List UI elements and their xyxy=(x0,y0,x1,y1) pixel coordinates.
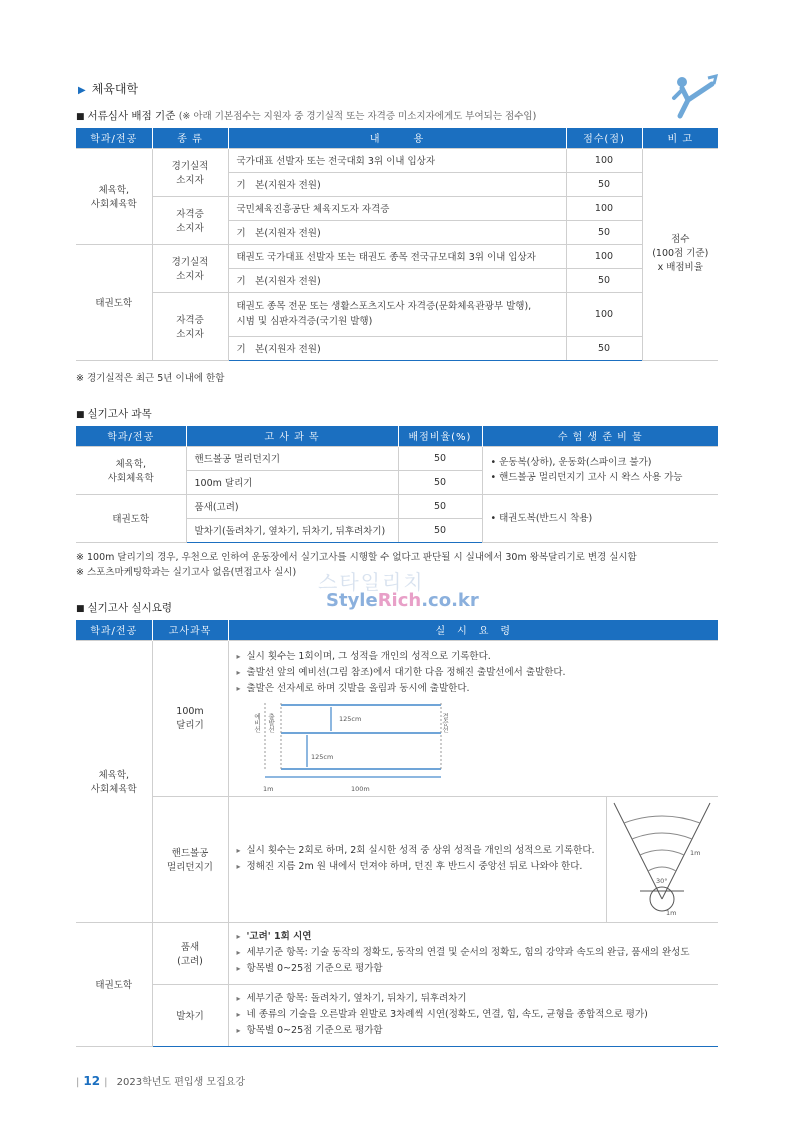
ratio-cell: 50 xyxy=(398,494,482,518)
distance-label: 100m xyxy=(350,784,370,793)
content-cell: 태권도 국가대표 선발자 또는 태권도 종목 전국규모대회 3위 이내 입상자 xyxy=(228,244,566,268)
ratio-cell: 50 xyxy=(398,446,482,470)
sec2-title: ■ 실기고사 과목 xyxy=(76,408,152,420)
score-cell: 100 xyxy=(566,196,642,220)
start-line-label: 출발선 xyxy=(266,712,275,732)
page-footer: | 12 | 2023학년도 편입생 모집요강 xyxy=(76,1074,246,1088)
gap-label: 1m xyxy=(262,784,273,793)
score-cell: 50 xyxy=(566,268,642,292)
subject-cell: 100m 달리기 xyxy=(186,470,398,494)
taekwondo-kick-icon xyxy=(668,72,720,124)
content-cell: 태권도 종목 전문 또는 생활스포츠지도사 자격증(문화체육관광부 발행), 시범 및 심판자격증(국기원 발행) xyxy=(228,292,566,336)
ratio-cell: 50 xyxy=(398,518,482,542)
run-procedure: ▸ 실시 횟수는 1회이며, 그 성적을 개인의 성적으로 기록한다. ▸ 출발선 앞의 예비선(그림 참조)에서 대기한 다음 정해진 출발선에서 출발한다. ▸ 출발은 선자세로 하며 깃발을 올림과 동시에 출발한다. 예비선 출발선 결승선 125cm 125cm 1m 100m xyxy=(228,640,718,796)
ratio-cell: 50 xyxy=(398,470,482,494)
dept-cell: 태권도학 xyxy=(76,922,152,1046)
throwing-area-diagram xyxy=(610,799,714,917)
subject-cell: 발차기(돌려차기, 옆차기, 뒤차기, 뒤후려차기) xyxy=(186,518,398,542)
dept-cell: 태권도학 xyxy=(76,494,186,542)
section-title: ▶ 체육대학 xyxy=(78,82,139,96)
dept-cell: 태권도학 xyxy=(76,244,152,360)
subject-cell: 핸드볼공 멀리던지기 xyxy=(186,446,398,470)
sec1-title: ■ 서류심사 배점 기준 (※ 아래 기본점수는 지원자 중 경기실적 또는 자격증 미소지자에게도 부여되는 점수임) xyxy=(76,110,537,122)
type-cell: 경기실적 소지자 xyxy=(152,244,228,292)
page-number: 12 xyxy=(83,1074,101,1088)
subject-cell: 발차기 xyxy=(152,984,228,1046)
score-cell: 100 xyxy=(566,244,642,268)
lane1-label: 125cm xyxy=(338,714,361,723)
remark-cell: 점수 (100점 기준) x 배점비율 xyxy=(642,148,718,360)
prep-cell: • 운동복(상하), 운동화(스파이크 불가) • 핸드볼공 멀리던지기 고사 시 왁스 사용 가능 xyxy=(482,446,718,494)
dept-cell: 체육학, 사회체육학 xyxy=(76,148,152,244)
running-track-diagram xyxy=(252,701,455,793)
type-cell: 경기실적 소지자 xyxy=(152,148,228,196)
poomsae-procedure: ▸ '고려' 1회 시연 ▸ 세부기준 항목: 기술 동작의 정확도, 동작의 연결 및 순서의 정확도, 힘의 강약과 속도의 완급, 품새의 완성도 ▸ 항목별 0~25점 기준으로 평가함 xyxy=(228,922,718,984)
throw-radius-label: 1m xyxy=(690,848,701,857)
subject-cell: 품새(고려) xyxy=(186,494,398,518)
triangle-icon: ▶ xyxy=(78,85,86,96)
content-cell: 기 본(지원자 전원) xyxy=(228,172,566,196)
score-cell: 100 xyxy=(566,148,642,172)
screening-table: 학과/전공 종 류 내 용 점수(점) 비 고 체육학, 사회체육학 경기실적 소지자 국가대표 선발자 또는 전국대회 3위 이내 입상자 100 점수 (100점 기준) x 배점비율 기 본(지원자 전원) 50 자격증 소지자 국민체육진흥공단 체육지도자 자격증 100 기 본(지원자 전원) 50 태권도학 경기실적 소지자 태권도 국가대표 선발자 또는 태권도 종목 전국규모대회 3위 이내 입상자 100 기 본(지원자 전원) 50 자격증 소지자 태권도 종목 전문 또는 생활스포츠지도사 자격증(문화체육관광부 발행), 시범 및 심판자격증(국기원 발행) 100 기 본(지원자 전원) 50 xyxy=(76,128,718,361)
watermark-main: StyleRich.co.kr xyxy=(326,590,479,611)
sec3-title: ■ 실기고사 실시요령 xyxy=(76,602,172,614)
score-cell: 100 xyxy=(566,292,642,336)
footer-text: 2023학년도 편입생 모집요강 xyxy=(116,1077,246,1088)
finish-line-label: 결승선 xyxy=(440,712,449,732)
prep-cell: • 태권도복(반드시 착용) xyxy=(482,494,718,542)
type-cell: 자격증 소지자 xyxy=(152,196,228,244)
subject-cell: 100m 달리기 xyxy=(152,640,228,796)
lane2-label: 125cm xyxy=(310,752,333,761)
subject-cell: 핸드볼공 멀리던지기 xyxy=(152,796,228,922)
sec1-footnote: ※ 경기실적은 최근 5년 이내에 한함 xyxy=(76,373,225,384)
content-cell: 국가대표 선발자 또는 전국대회 3위 이내 입상자 xyxy=(228,148,566,172)
content-cell: 기 본(지원자 전원) xyxy=(228,268,566,292)
watermark-top: 스타일리치 xyxy=(318,570,425,594)
content-cell: 국민체육진흥공단 체육지도자 자격증 xyxy=(228,196,566,220)
subject-cell: 품새 (고려) xyxy=(152,922,228,984)
reserve-line-label: 예비선 xyxy=(252,712,261,732)
content-cell: 기 본(지원자 전원) xyxy=(228,336,566,360)
sec2-footnotes: ※ 100m 달리기의 경우, 우천으로 인하여 운동장에서 실기고사를 시행할 수 없다고 판단될 시 실내에서 30m 왕복달리기로 변경 실시함 ※ 스포츠마케팅학과는 실기고사 없음(면접고사 실시) xyxy=(76,552,637,578)
type-cell: 자격증 소지자 xyxy=(152,292,228,360)
angle-label: 30° xyxy=(656,876,668,885)
dept-cell: 체육학, 사회체육학 xyxy=(76,640,152,922)
throw-procedure: ▸ 실시 횟수는 2회로 하며, 2회 실시한 성적 중 상위 성적을 개인의 성적으로 기록한다. ▸ 정해진 지름 2m 원 내에서 던져야 하며, 던진 후 반드시 중앙선 뒤로 나와야 한다. xyxy=(228,796,606,922)
practical-subject-table: 학과/전공 고 사 과 목 배점비율(%) 수 험 생 준 비 물 체육학, 사회체육학 핸드볼공 멀리던지기 50 • 운동복(상하), 운동화(스파이크 불가) • 핸드볼공 멀리던지기 고사 시 왁스 사용 가능 100m 달리기 50 태권도학 품새(고려) 50 • 태권도복(반드시 착용) 발차기(돌려차기, 옆차기, 뒤차기, 뒤후려차기) 50 xyxy=(76,426,718,543)
circle-diameter-label: 1m xyxy=(666,908,677,917)
content-cell: 기 본(지원자 전원) xyxy=(228,220,566,244)
throw-figure-cell xyxy=(606,796,718,922)
score-cell: 50 xyxy=(566,172,642,196)
kick-procedure: ▸ 세부기준 항목: 돌려차기, 옆차기, 뒤차기, 뒤후려차기 ▸ 네 종류의 기술을 오른발과 왼발로 3차례씩 시연(정확도, 연결, 힘, 속도, 균형을 종합적으로 평가) ▸ 항목별 0~25점 기준으로 평가함 xyxy=(228,984,718,1046)
dept-cell: 체육학, 사회체육학 xyxy=(76,446,186,494)
score-cell: 50 xyxy=(566,220,642,244)
procedure-table: 학과/전공 고사과목 실 시 요 령 체육학, 사회체육학 100m 달리기 ▸ 실시 횟수는 1회이며, 그 성적을 개인의 성적으로 기록한다. ▸ 출발선 앞의 예비선(그림 참조)에서 대기한 다음 정해진 출발선에서 출발한다. ▸ 출발은 선자세로 하며 깃발을 올림과 동시에 출발한다. 예비선 출발선 결승선 125cm 125cm 1m 100m 핸드볼공 멀리던지기 ▸ 실시 횟수는 2회로 하며, 2회 실시한 성적 중 상위 성적을 개인의 성적으로 기록한다. ▸ 정해진 지름 2m 원 내에서 던져야 하며, 던진 후 반드시 중앙선 뒤로 나와야 한다. 1m 1m 30° 태권도학 품새 (고려) ▸ '고려' 1회 시연 ▸ 세부기준 항목: 기술 동작의 정확도, 동작의 연결 및 순서의 정확도, 힘의 강약과 속도의 완급, 품새의 완성도 ▸ 항목별 0~25점 기준으로 평가함 발차기 ▸ 세부기준 항목: 돌려차기, 옆차기, 뒤차기, 뒤후려차기 ▸ 네 종류의 기술을 오른발과 왼발로 3차례씩 시연(정확도, 연결, 힘, 속도, 균형을 종합적으로 평가) ▸ 항목별 0~25점 기준으로 평가함 xyxy=(76,620,718,1047)
score-cell: 50 xyxy=(566,336,642,360)
